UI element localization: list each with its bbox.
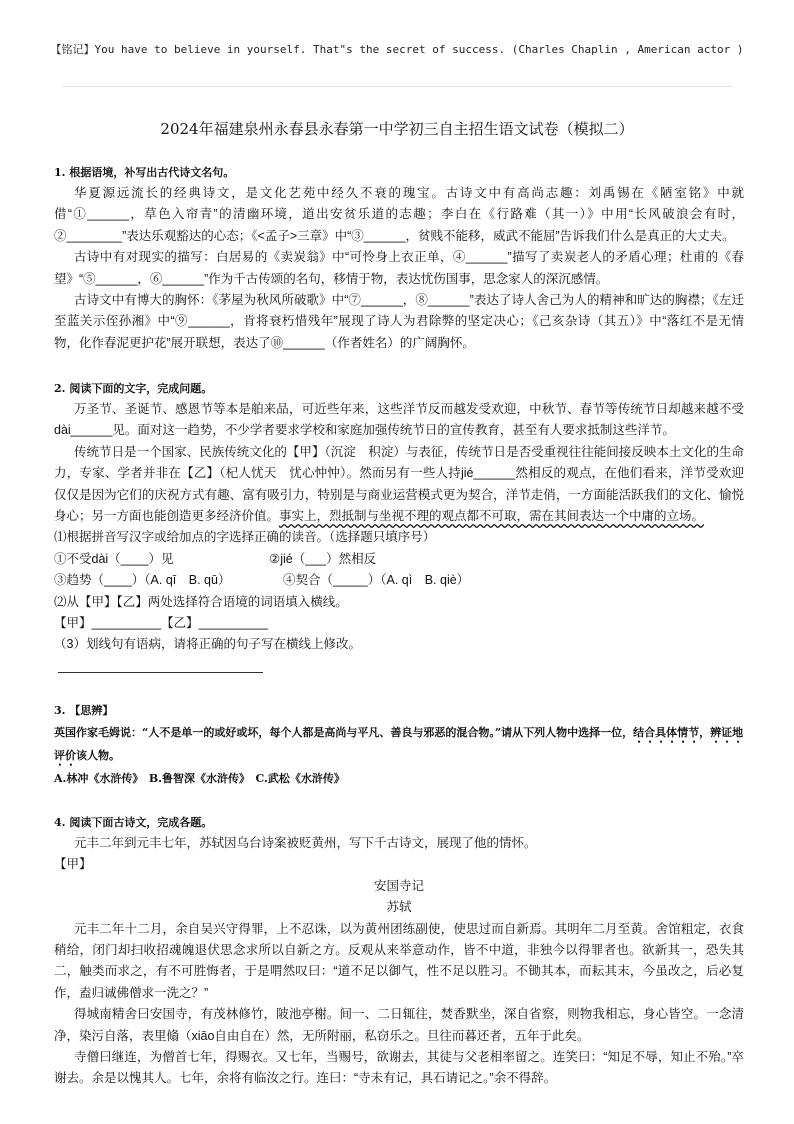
sub-question-3: （3）划线句有语病，请将正确的句子写在横线上修改。 (54, 637, 361, 652)
question-2-paragraph (54, 442, 744, 528)
emphasized-text: 辨证地评价 (54, 726, 744, 762)
sub-question-1-row (54, 570, 744, 591)
question-3-prompt-text: 英国作家毛姆说：“人不是单一的或好或坏，每个人都是高尚与平凡、善良与邪恶的混合物。”请从下列人物中选择一位， (54, 726, 634, 739)
question-1-paragraph: 古诗文中有博大的胸怀：《茅屋为秋风所破歌》中“⑦______，⑧______”表达了诗人舍己为人的精神和旷达的胸襟；《左迁至蓝关示侄孙湘》中“⑨______，肯将衰朽惜残年”展现了诗人为君除弊的坚定决心；《己亥杂诗（其五）》中“落红不是无情物，化作春泥更护花”展开联想，表达了⑩______（作者姓名）的广阔胸怀。 (54, 293, 744, 350)
header-divider (62, 86, 732, 87)
answer-line (58, 672, 263, 673)
sub-question-1: ⑴根据拼音写汉字或给加点的字选择正确的读音。（选择题只填序号） (54, 530, 436, 545)
question-4-heading: 4. 阅读下面古诗文，完成各题。 (54, 816, 213, 829)
question-3-prompt-text: ， (699, 726, 711, 739)
question-1-heading: 1. 根据语境，补写出古代诗文名句。 (54, 166, 235, 179)
blank-item-4: ④契合（_____）（A. qì B. qiè） (283, 573, 470, 588)
question-2-paragraph: 万圣节、圣诞节、感恩节等本是舶来品，可近些年来，这些洋节反而越发受欢迎，中秋节、春节等传统节日却越来越不受dài______见。面对这一趋势，不少学者要求学校和家庭加强传统节日的宣传教育，甚至有人要求抵制这些洋节。 (54, 402, 744, 438)
text-author: 苏轼 (386, 900, 412, 915)
question-1-paragraph: 华夏源远流长的经典诗文，是文化艺苑中经久不衰的瑰宝。古诗文中有高尚志趣：刘禹锡在《陋室铭》中就借“①______，草色入帘青”的清幽环境，道出安贫乐道的志趣；李白在《行路难（其一）》中用“长风破浪会有时，②________”表达乐观豁达的心态；《<孟子>三章》中“③______，贫贱不能移，威武不能屈”告诉我们什么是真正的大丈夫。 (54, 186, 744, 243)
page-title: 2024年福建泉州永春县永春第一中学初三自主招生语文试卷（模拟二） (160, 120, 634, 138)
blank-item-3: ③趋势（____）（A. qī B. qū） (54, 573, 231, 588)
question-3 (54, 700, 744, 790)
text-title: 安国寺记 (373, 878, 424, 893)
sub-question-2-fill: 【甲】__________【乙】__________ (54, 616, 269, 631)
blank-item-1: ①不受dài（____）见 (54, 551, 174, 566)
question-3-heading: 3. 【思辨】 (54, 704, 114, 717)
sub-question-2: ⑵从【甲】【乙】两处选择符合语境的词语填入横线。 (54, 594, 348, 609)
question-3-options: A.林冲《水浒传》 B.鲁智深《水浒传》 C.武松《水浒传》 (54, 772, 345, 785)
question-2-heading: 2. 阅读下面的文字，完成问题。 (54, 382, 213, 395)
emphasized-text: 结合具体情节 (633, 726, 700, 739)
question-4-intro: 元丰二年到元丰七年，苏轼因乌台诗案被贬黄州，写下千古诗文，展现了他的情怀。 (74, 836, 537, 850)
classical-text-paragraph: 得城南精舍曰安国寺，有茂林修竹，陂池亭榭。间一、二日辄往，焚香默坐，深自省察，则物我相忘，身心皆空。一念清净，染污自落，表里翛（xiāo自由自在）然，无所附丽，私窃乐之。旦往而暮还者，五年于此矣。 (54, 1007, 744, 1043)
question-3-prompt (54, 723, 744, 769)
classical-text-paragraph: 元丰二年十二月，余自吴兴守得罪，上不忍诛，以为黄州团练副使，使思过而自新焉。其明年二月至黄。舍馆粗定，衣食稍给，闭门却扫收招魂魄退伏思念求所以自新之方。反观从来举意动作，皆不中道，非独今以得罪者也。欲新其一，恐失其二，触类而求之，有不可胜悔者，于是喟然叹曰：“道不足以御气，性不足以胜习。不锄其本，而耘其末，今虽改之，后必复作，盍归诚佛僧求一洗之？” (54, 921, 744, 1000)
classical-text-paragraph: 寺僧曰继连，为僧首七年，得赐衣。又七年，当赐号，欲谢去，其徒与父老相率留之。连笑曰：“知足不辱，知止不殆。”卒谢去。余是以愧其人。七年，余将有临汝之行。连曰：“寺未有记，具石请记之。”余不得辞。 (54, 1050, 744, 1086)
question-3-prompt-text: 该人物。 (76, 749, 120, 762)
sub-question-1-row (54, 549, 744, 570)
question-1 (54, 162, 744, 354)
question-1-paragraph: 古诗中有对现实的描写：白居易的《卖炭翁》中“可怜身上衣正单，④______”描写了卖炭老人的矛盾心理；杜甫的《春望》“⑤______，⑥______”作为千古传颂的名句，移情于物，表达忧伤国事，思念家人的深沉感情。 (54, 250, 744, 286)
section-label: 【甲】 (54, 857, 92, 872)
question-2-paragraph-text: 传统节日是一个国家、民族传统文化的【甲】（沉淀 积淀）与表征，传统节日是否受重视往往能间接反映本土文化的生命力，专家、学者并非在【乙】（杞人忧天 忧心忡忡）。然而另有一些人持jié______然相反的观点，在他们看来，洋节受欢迎仅仅是因为它们的庆祝方式有趣、富有吸引力，特别是与商业运营模式更为契合，洋节走俏，一方面能活跃我们的文化、愉悦身心；另一方面也能创造更多经济价值。 (54, 444, 744, 524)
question-2 (54, 378, 744, 673)
blank-item-2: ②jié（___）然相反 (269, 551, 377, 566)
underlined-sentence: 事实上，烈抵制与坐视不理的观点都不可取，需在其间表达一个中庸的立场。 (279, 509, 705, 524)
header-motto: 【铭记】You have to believe in yourself. That"s the secret of success. (Charles Chaplin , American actor ) (50, 43, 744, 56)
question-4 (54, 812, 744, 1090)
